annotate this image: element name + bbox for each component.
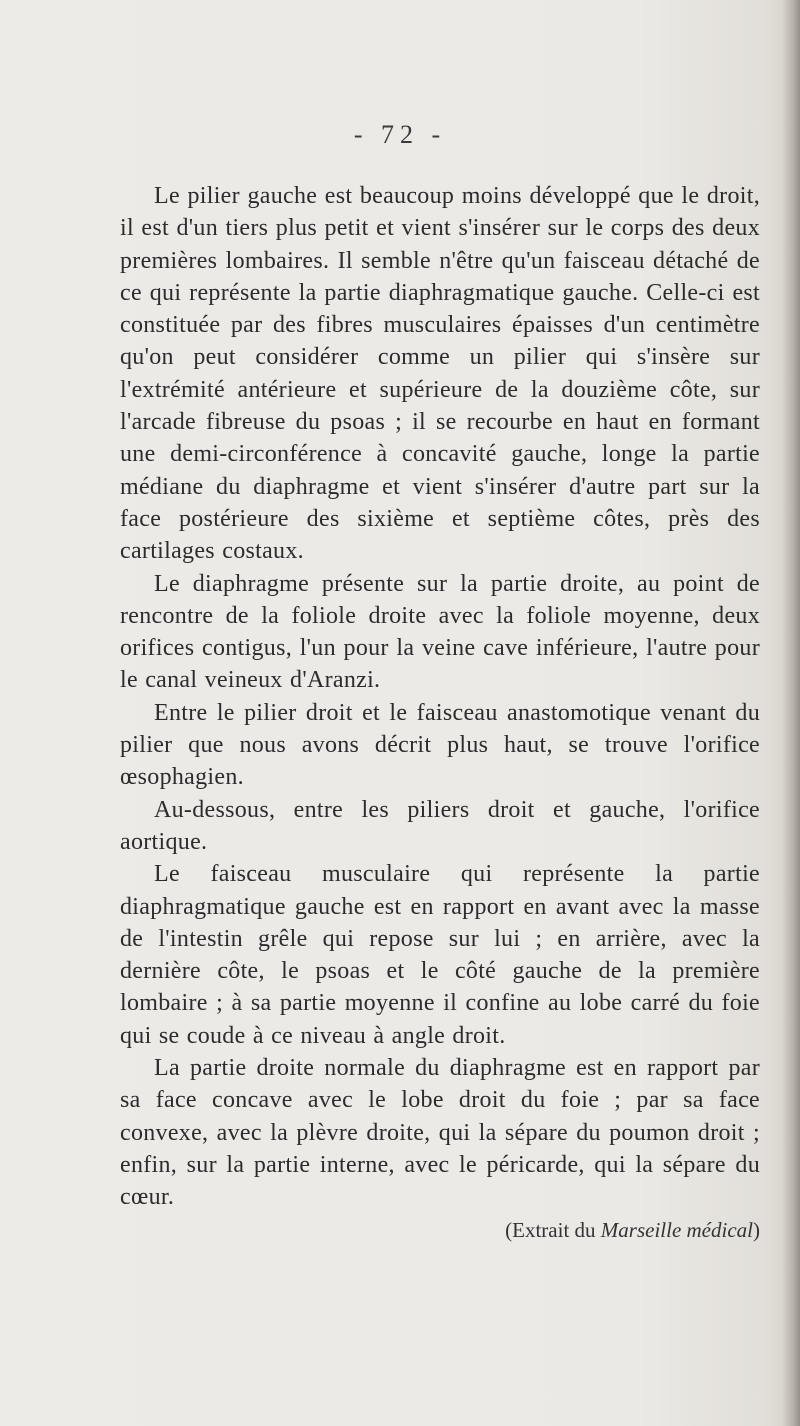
body-text bbox=[120, 180, 760, 1246]
paragraph-orifice-aortique: Au-dessous, entre les piliers droit et gauche, l'orifice aortique. bbox=[120, 796, 760, 855]
source-prefix: (Extrait du bbox=[505, 1217, 601, 1242]
paragraph-partie-droite: La partie droite normale du diaphragme est en rapport par sa face concave avec le lobe droit du foie ; par sa face convexe, avec la plèvre droite, qui la sépare du poumon droit ; enfin, sur la partie interne, avec le péricarde, qui la sépare du cœur. bbox=[120, 1055, 760, 1211]
page-edge-shadow bbox=[782, 0, 800, 1426]
source-citation bbox=[120, 1214, 760, 1246]
page-number: - 72 - bbox=[353, 120, 447, 149]
paragraph-pilier-gauche: Le pilier gauche est beaucoup moins développé que le droit, il est d'un tiers plus petit et vient s'insérer sur le corps des deux premières lombaires. Il semble n'être qu'un faisceau détaché de ce qui représente la partie diaphragmatique gauche. Celle-ci est constituée par des fibres musculaires épaisses d'un centimètre qu'on peut considérer comme un pilier qui s'insère sur l'extrémité antérieure et supérieure de la douzième côte, sur l'arcade fibreuse du psoas ; il se recourbe en haut en formant une demi-circonférence à concavité gauche, longe la partie médiane du diaphragme et vient s'insérer d'autre part sur la face postérieure des sixième et septième côtes, près des cartilages costaux. bbox=[120, 183, 760, 565]
paragraph-rapports-faisceau: Le faisceau musculaire qui représente la partie diaphragmatique gauche est en rapport en avant avec la masse de l'intestin grêle qui repose sur lui ; en arrière, avec la dernière côte, le psoas et le côté gauche de la première lombaire ; à sa partie moyenne il confine au lobe carré du foie qui se coude à ce niveau à angle droit. bbox=[120, 861, 760, 1049]
source-journal: Marseille médical bbox=[600, 1217, 753, 1242]
paragraph-orifice-oesophagien: Entre le pilier droit et le faisceau anastomotique venant du pilier que nous avons décrit plus haut, se trouve l'orifice œsophagien. bbox=[120, 699, 760, 791]
source-suffix: ) bbox=[753, 1217, 760, 1242]
paragraph-orifices-contigus: Le diaphragme présente sur la partie droite, au point de rencontre de la foliole droite avec la foliole moyenne, deux orifices contigus, l'un pour la veine cave inférieure, l'autre pour le canal veineux d'Aranzi. bbox=[120, 570, 760, 694]
